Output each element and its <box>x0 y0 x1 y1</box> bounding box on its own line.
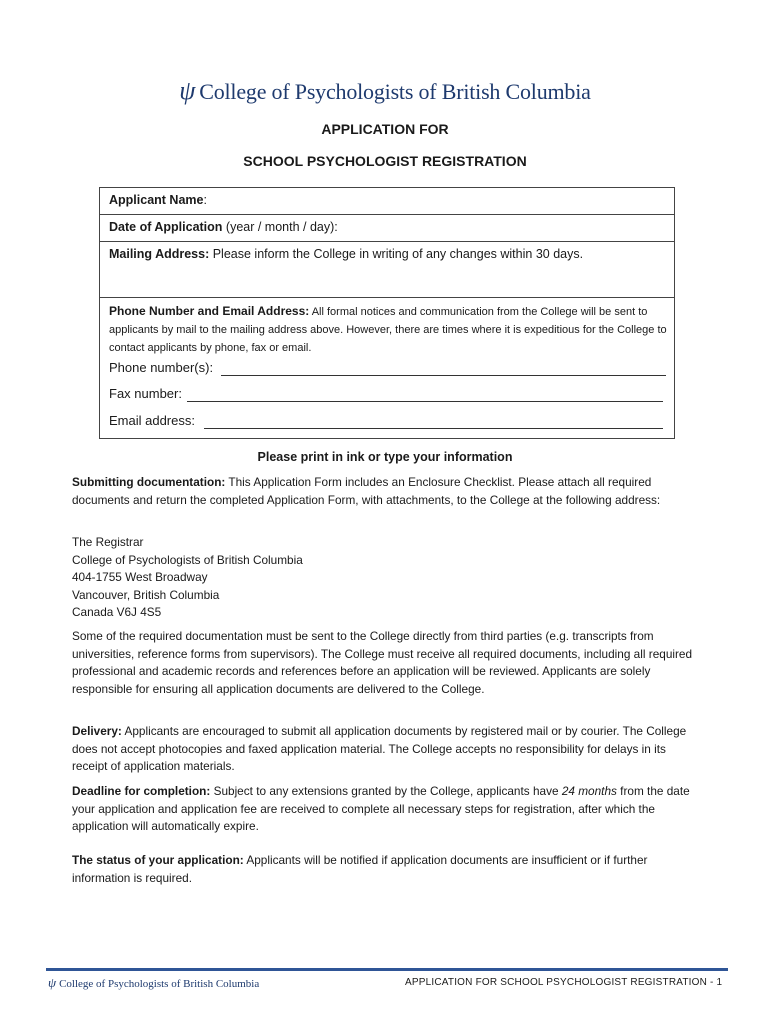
phone-number-label: Phone number(s): <box>109 360 214 375</box>
print-instruction: Please print in ink or type your information <box>257 450 513 464</box>
footer-logo <box>48 975 259 991</box>
contact-info-label: Phone Number and Email Address: <box>109 304 310 318</box>
mailing-address-label: Mailing Address: <box>109 247 210 261</box>
address-line: Canada V6J 4S5 <box>72 605 162 620</box>
mailing-address-note: Please inform the College in writing of any changes within 30 days. <box>209 247 584 261</box>
application-date-field[interactable] <box>100 215 674 242</box>
address-line: Vancouver, British Columbia <box>72 587 220 602</box>
delivery-label: Delivery: <box>72 724 122 738</box>
submitting-label: Submitting documentation: <box>72 475 226 489</box>
application-date-label: Date of Application <box>109 220 223 234</box>
applicant-info-form <box>99 187 675 439</box>
application-date-hint: (year / month / day): <box>222 220 338 234</box>
college-name: College of Psychologists of British Columbia <box>199 79 591 104</box>
page-footer-label: APPLICATION FOR SCHOOL PSYCHOLOGIST REGISTRATION - 1 <box>405 977 723 988</box>
address-line: The Registrar <box>72 535 144 549</box>
third-party-documents-paragraph: Some of the required documentation must be sent to the College directly from third parties (e.g. transcripts from universities, reference forms from supervisors). The College must receive all required documents, including all required professional and academic records and references before an application will be reviewed. Applicants are solely responsible for ensuring all application documents are delivered to the College. <box>72 629 693 696</box>
footer-college-name: College of Psychologists of British Columbia <box>59 978 260 990</box>
submitting-documentation-paragraph: Submitting documentation: This Application Form includes an Enclosure Checklist. Please attach all required documents and return the completed Application Form, with attachments, to the College at the following address: <box>72 475 661 507</box>
email-address-input[interactable] <box>204 428 663 429</box>
application-status-paragraph: The status of your application: Applicants will be notified if application documents are insufficient or if further information is required. <box>72 853 648 885</box>
contact-info-note: Phone Number and Email Address: All formal notices and communication from the College will be sent to applicants by mail to the mailing address above. However, there are times where it is expeditious for the College to contact applicants by phone, fax or email. <box>109 304 667 354</box>
address-line: 404-1755 West Broadway <box>72 570 208 585</box>
form-title-line2: SCHOOL PSYCHOLOGIST REGISTRATION <box>243 153 527 169</box>
footer-divider <box>46 968 728 971</box>
email-address-label: Email address: <box>109 413 195 428</box>
status-label: The status of your application: <box>72 853 244 867</box>
phone-number-input[interactable] <box>221 375 666 376</box>
applicant-name-field[interactable]: Applicant Name: <box>100 188 674 215</box>
mailing-address-field[interactable] <box>100 242 674 298</box>
footer-psi-icon: ψ <box>48 975 57 990</box>
psi-logo-icon: ψ <box>179 76 196 105</box>
applicant-name-label: Applicant Name <box>109 193 204 207</box>
form-title-line1: APPLICATION FOR <box>321 121 449 137</box>
registrar-address <box>72 534 702 622</box>
address-line: College of Psychologists of British Columbia <box>72 552 303 567</box>
fax-number-label: Fax number: <box>109 386 182 401</box>
college-logo <box>0 76 770 106</box>
deadline-label: Deadline for completion: <box>72 784 211 798</box>
deadline-months: 24 months <box>561 784 617 798</box>
fax-number-input[interactable] <box>187 401 663 402</box>
delivery-paragraph: Delivery: Applicants are encouraged to submit all application documents by registered mail or by courier. The College does not accept photocopies and faxed application material. The College accepts no responsibility for delays in its receipt of application materials. <box>72 724 687 774</box>
deadline-paragraph: Deadline for completion: Subject to any extensions granted by the College, applicants have 24 months from the date your application and application fee are received to complete all necessary steps for registration, after which the application will automatically expire. <box>72 784 690 834</box>
